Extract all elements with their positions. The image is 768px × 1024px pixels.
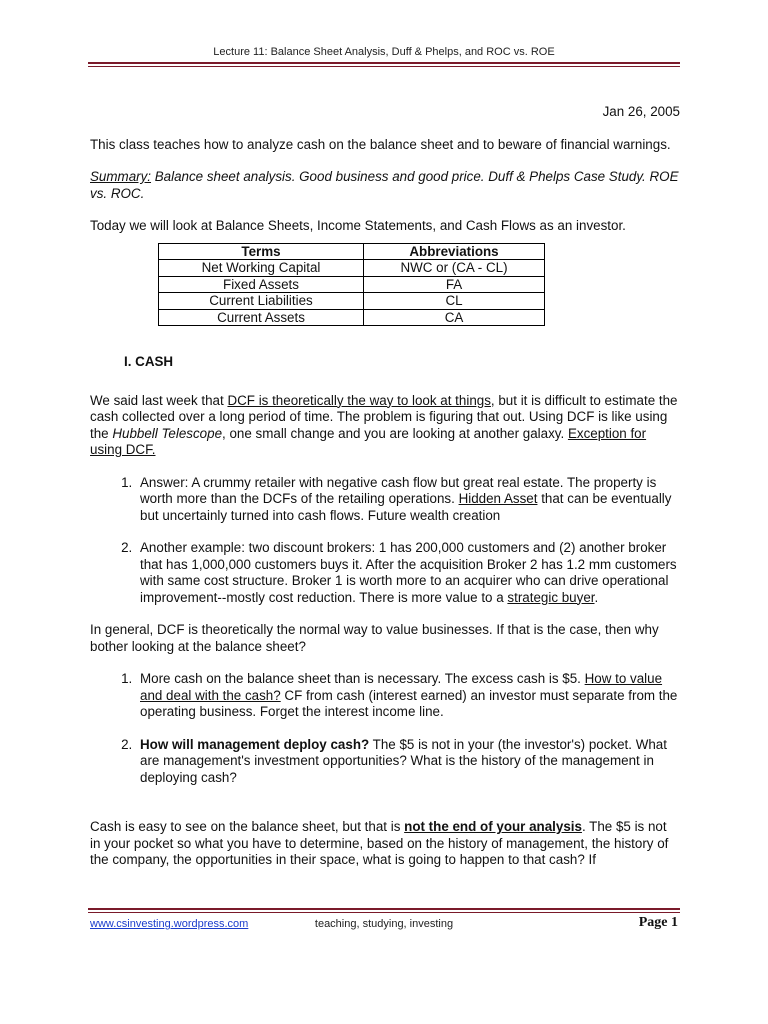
underlined-text: How to value and deal with the cash?: [140, 671, 663, 703]
list-item: [136, 540, 680, 606]
italic-text: Hubbell Telescope: [112, 425, 223, 441]
text-run: . The $5 is not in your pocket so what you have to determine, based on the history of management, the history of the company, the opportunities in their space, what is going to happen to that cash? If: [90, 819, 669, 867]
list-item: [136, 475, 680, 525]
terms-table: [158, 243, 545, 327]
table-cell: Current Assets: [159, 309, 364, 326]
table-cell: Net Working Capital: [159, 260, 364, 277]
page-number: Page 1: [638, 915, 678, 930]
table-cell: CL: [364, 293, 545, 310]
summary-text: Balance sheet analysis. Good business and good price. Duff & Phelps Case Study. ROE vs. ROC.: [90, 169, 679, 201]
underlined-text: Exception for using DCF.: [90, 425, 647, 457]
today-paragraph: Today we will look at Balance Sheets, Income Statements, and Cash Flows as an investor.: [90, 218, 626, 233]
bold-underlined-text: not the end of your analysis: [404, 819, 582, 834]
underlined-text: Hidden Asset: [458, 491, 538, 506]
exceptions-list: [90, 475, 680, 607]
underlined-text: DCF is theoretically the way to look at things: [227, 392, 491, 408]
footer-rule: [88, 908, 680, 910]
text-run: that can be eventually but uncertainly turned into cash flows. Future wealth creation: [140, 491, 672, 523]
table-header-row: [159, 243, 545, 260]
table-row: [159, 309, 545, 326]
table-header-terms: Terms: [159, 243, 364, 260]
bold-text: How will management deploy cash?: [140, 736, 370, 752]
table-header-abbreviations: Abbreviations: [364, 243, 545, 260]
table-cell: NWC or (CA - CL): [364, 260, 545, 277]
table-row: [159, 276, 545, 293]
text-run: Cash is easy to see on the balance sheet, but that is: [90, 819, 405, 834]
text-run: Another example: two discount brokers: 1 has 200,000 customers and (2) another broker that has 1,000,000 customers buys it. After the acquisition Broker 2 has 1.2 mm customers with same cost structure. Broker 1 is worth more to an acquirer who can drive operational improvement--mostly cost reduction. There is more value to a: [140, 540, 677, 605]
page-header: Lecture 11: Balance Sheet Analysis, Duff & Phelps, and ROC vs. ROE: [213, 46, 555, 58]
header-rule: [88, 62, 680, 64]
footer-tagline: teaching, studying, investing: [314, 918, 454, 930]
cash-analysis-paragraph: [90, 819, 680, 869]
footer-website-link[interactable]: www.csinvesting.wordpress.com: [90, 918, 249, 930]
text-run: More cash on the balance sheet than is necessary. The excess cash is $5.: [140, 671, 585, 686]
table-cell: FA: [364, 276, 545, 293]
text-run: Answer: A crummy retailer with negative cash flow but great real estate. The property is worth more than the DCFs of the retailing operations.: [140, 474, 657, 506]
summary-label: Summary:: [90, 169, 152, 184]
list-item: [136, 671, 680, 721]
list-item: [136, 737, 680, 787]
general-paragraph: In general, DCF is theoretically the normal way to value businesses. If that is the case, then why bother looking at the balance sheet?: [90, 622, 659, 654]
table-row: [159, 293, 545, 310]
text-run: The $5 is not in your (the investor's) pocket. What are management's investment opportunities? What is the history of the management in deploying cash?: [140, 736, 667, 785]
reasons-list: [90, 671, 680, 786]
text-run: CF from cash (interest earned) an investor must separate from the operating business. Forget the interest income line.: [140, 687, 678, 719]
table-row: [159, 260, 545, 277]
header-rule-thin: [88, 66, 680, 67]
text-run: , but it is difficult to estimate the cash collected over a long period of time. The problem is figuring that out. Using DCF is like using the: [90, 392, 678, 441]
text-run: , one small change and you are looking at another galaxy.: [222, 425, 568, 441]
section-heading-cash: I. CASH: [124, 354, 174, 369]
text-run: We said last week that: [90, 392, 228, 408]
intro-paragraph: This class teaches how to analyze cash on the balance sheet and to beware of financial warnings.: [90, 136, 671, 152]
dcf-paragraph: [90, 393, 680, 459]
document-date: Jan 26, 2005: [602, 104, 680, 119]
underlined-text: strategic buyer: [507, 589, 595, 605]
footer-rule-thin: [88, 912, 680, 913]
table-cell: Fixed Assets: [159, 276, 364, 293]
table-cell: Current Liabilities: [159, 293, 364, 310]
document-body: [90, 104, 680, 885]
text-run: .: [594, 589, 599, 605]
summary-paragraph: [90, 169, 680, 202]
table-cell: CA: [364, 309, 545, 326]
